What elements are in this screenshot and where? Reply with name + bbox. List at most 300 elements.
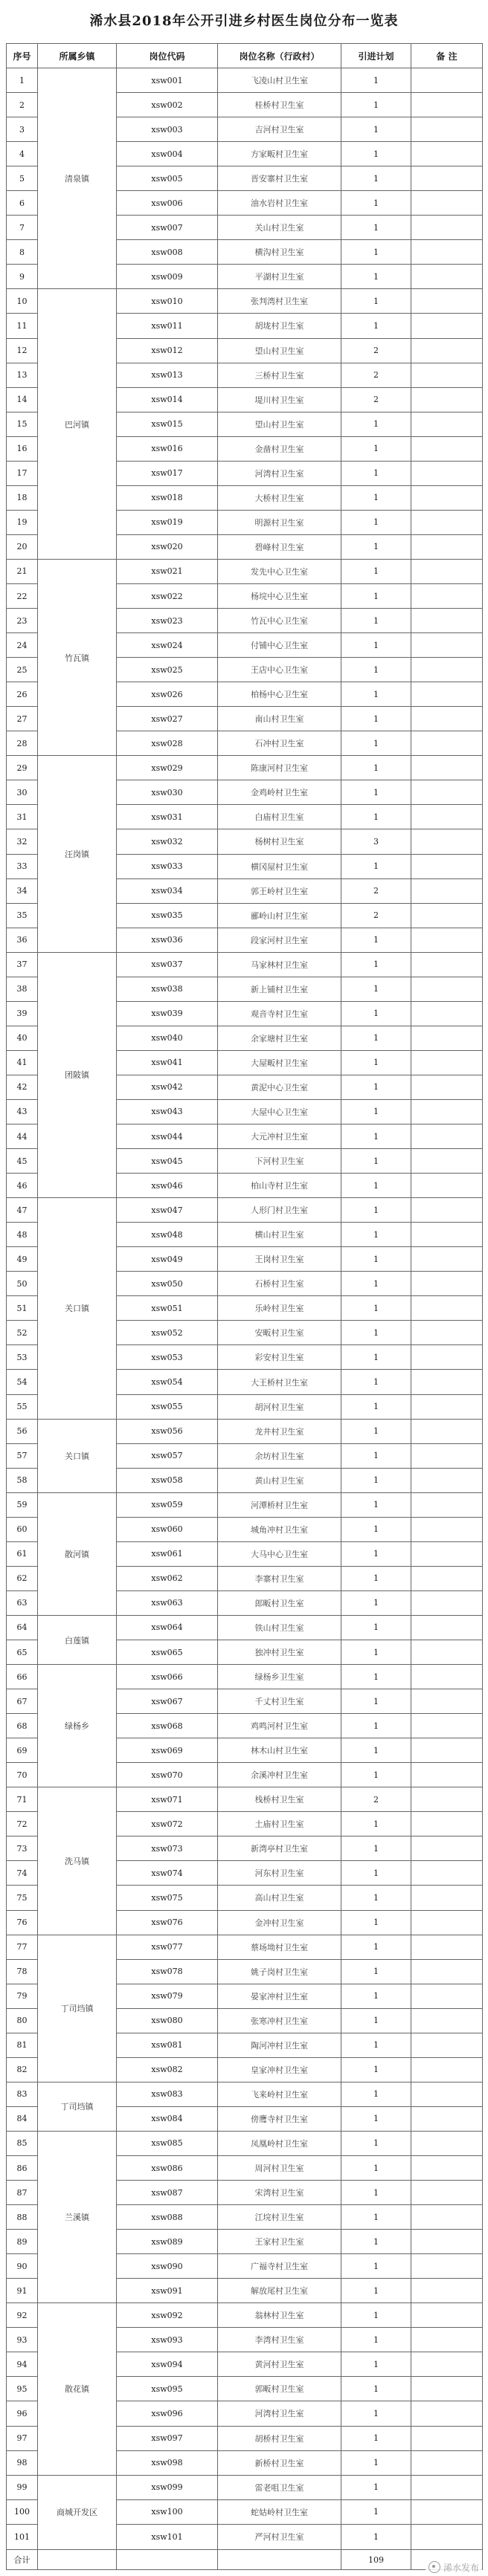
row-number: 95 bbox=[7, 2377, 38, 2401]
plan-count: 1 bbox=[341, 2033, 411, 2057]
note-cell bbox=[411, 1640, 483, 1665]
job-name: 余坊村卫生室 bbox=[218, 1443, 341, 1468]
job-code: xsw021 bbox=[117, 559, 218, 583]
wechat-icon bbox=[428, 2561, 440, 2573]
town-cell: 商城开发区 bbox=[38, 2475, 117, 2549]
job-name: 堤川村卫生室 bbox=[218, 387, 341, 412]
note-cell bbox=[411, 2499, 483, 2524]
total-plan: 109 bbox=[341, 2550, 411, 2570]
row-number: 14 bbox=[7, 387, 38, 412]
job-code: xsw043 bbox=[117, 1099, 218, 1124]
job-code: xsw090 bbox=[117, 2254, 218, 2279]
note-cell bbox=[411, 1075, 483, 1099]
row-number: 36 bbox=[7, 928, 38, 952]
row-number: 46 bbox=[7, 1174, 38, 1198]
note-cell bbox=[411, 1590, 483, 1615]
job-name: 王店中心卫生室 bbox=[218, 658, 341, 682]
plan-count: 1 bbox=[341, 2106, 411, 2131]
plan-count: 1 bbox=[341, 314, 411, 338]
plan-count: 1 bbox=[341, 1468, 411, 1492]
town-cell: 团陂镇 bbox=[38, 952, 117, 1197]
note-cell bbox=[411, 756, 483, 780]
row-number: 16 bbox=[7, 436, 38, 461]
note-cell bbox=[411, 1272, 483, 1296]
plan-count: 1 bbox=[341, 461, 411, 485]
plan-count: 1 bbox=[341, 2303, 411, 2328]
plan-count: 1 bbox=[341, 1419, 411, 1443]
table-row bbox=[7, 1492, 483, 1517]
job-name: 余溪冲村卫生室 bbox=[218, 1763, 341, 1787]
note-cell bbox=[411, 731, 483, 756]
job-name: 望山村卫生室 bbox=[218, 338, 341, 363]
job-name: 郭畈村卫生室 bbox=[218, 2377, 341, 2401]
plan-count: 1 bbox=[341, 93, 411, 117]
row-number: 3 bbox=[7, 117, 38, 142]
job-code: xsw077 bbox=[117, 1935, 218, 1959]
job-name: 三桥村卫生室 bbox=[218, 363, 341, 387]
table-row bbox=[7, 2475, 483, 2499]
row-number: 99 bbox=[7, 2475, 38, 2499]
row-number: 13 bbox=[7, 363, 38, 387]
job-name: 碧峰村卫生室 bbox=[218, 534, 341, 559]
job-code: xsw053 bbox=[117, 1345, 218, 1370]
town-cell: 清泉镇 bbox=[38, 68, 117, 289]
job-code: xsw095 bbox=[117, 2377, 218, 2401]
note-cell bbox=[411, 903, 483, 928]
plan-count: 1 bbox=[341, 436, 411, 461]
note-cell bbox=[411, 1149, 483, 1174]
job-code: xsw046 bbox=[117, 1174, 218, 1198]
job-code: xsw031 bbox=[117, 805, 218, 829]
plan-count: 1 bbox=[341, 583, 411, 608]
table-row bbox=[7, 2303, 483, 2328]
note-cell bbox=[411, 1174, 483, 1198]
job-name: 河东村卫生室 bbox=[218, 1861, 341, 1886]
job-name: 竹瓦中心卫生室 bbox=[218, 609, 341, 633]
town-cell: 散河镇 bbox=[38, 1492, 117, 1615]
job-name: 望山村卫生室 bbox=[218, 412, 341, 436]
note-cell bbox=[411, 142, 483, 166]
job-name: 凤凰岭村卫生室 bbox=[218, 2131, 341, 2155]
page-title: 浠水县2018年公开引进乡村医生岗位分布一览表 bbox=[89, 13, 399, 29]
note-cell bbox=[411, 93, 483, 117]
plan-count: 1 bbox=[341, 1590, 411, 1615]
job-code: xsw064 bbox=[117, 1615, 218, 1640]
row-number: 6 bbox=[7, 191, 38, 216]
job-code: xsw009 bbox=[117, 265, 218, 289]
job-code: xsw024 bbox=[117, 633, 218, 658]
job-code: xsw092 bbox=[117, 2303, 218, 2328]
town-cell: 兰溪镇 bbox=[38, 2131, 117, 2302]
plan-count: 1 bbox=[341, 2008, 411, 2033]
job-code: xsw047 bbox=[117, 1198, 218, 1223]
plan-count: 1 bbox=[341, 2475, 411, 2499]
row-number: 96 bbox=[7, 2401, 38, 2426]
job-name: 方家畈村卫生室 bbox=[218, 142, 341, 166]
job-code: xsw073 bbox=[117, 1836, 218, 1861]
job-code: xsw085 bbox=[117, 2131, 218, 2155]
job-name: 翁林村卫生室 bbox=[218, 2303, 341, 2328]
plan-count: 2 bbox=[341, 363, 411, 387]
job-code: xsw049 bbox=[117, 1247, 218, 1272]
plan-count: 1 bbox=[341, 1099, 411, 1124]
job-code: xsw065 bbox=[117, 1640, 218, 1665]
row-number: 84 bbox=[7, 2106, 38, 2131]
row-number: 64 bbox=[7, 1615, 38, 1640]
job-code: xsw040 bbox=[117, 1026, 218, 1050]
job-code: xsw026 bbox=[117, 682, 218, 707]
job-name: 横沟村卫生室 bbox=[218, 240, 341, 265]
row-number: 87 bbox=[7, 2181, 38, 2205]
note-cell bbox=[411, 1836, 483, 1861]
job-code: xsw012 bbox=[117, 338, 218, 363]
job-code: xsw044 bbox=[117, 1124, 218, 1149]
job-code: xsw060 bbox=[117, 1517, 218, 1541]
job-name: 黄山村卫生室 bbox=[218, 1468, 341, 1492]
note-cell bbox=[411, 2475, 483, 2499]
row-number: 66 bbox=[7, 1665, 38, 1689]
town-cell: 散花镇 bbox=[38, 2303, 117, 2475]
job-name: 李寨村卫生室 bbox=[218, 1566, 341, 1590]
note-cell bbox=[411, 1492, 483, 1517]
plan-count: 1 bbox=[341, 977, 411, 1001]
note-cell bbox=[411, 436, 483, 461]
table-row bbox=[7, 559, 483, 583]
plan-count: 1 bbox=[341, 2450, 411, 2475]
job-name: 解放尾村卫生室 bbox=[218, 2279, 341, 2303]
row-number: 9 bbox=[7, 265, 38, 289]
job-name: 付铺中心卫生室 bbox=[218, 633, 341, 658]
job-name: 河湾村卫生室 bbox=[218, 461, 341, 485]
note-cell bbox=[411, 854, 483, 878]
plan-count: 1 bbox=[341, 2155, 411, 2180]
note-cell bbox=[411, 387, 483, 412]
job-name: 大屋畈村卫生室 bbox=[218, 1050, 341, 1075]
row-number: 2 bbox=[7, 93, 38, 117]
plan-count: 1 bbox=[341, 412, 411, 436]
row-number: 1 bbox=[7, 68, 38, 93]
header-code: 岗位代码 bbox=[117, 44, 218, 68]
job-name: 张寒冲村卫生室 bbox=[218, 2008, 341, 2033]
plan-count: 1 bbox=[341, 191, 411, 216]
job-name: 高山村卫生室 bbox=[218, 1886, 341, 1910]
job-name: 河湾村卫生室 bbox=[218, 2401, 341, 2426]
job-code: xsw096 bbox=[117, 2401, 218, 2426]
plan-count: 1 bbox=[341, 2499, 411, 2524]
note-cell bbox=[411, 1443, 483, 1468]
job-name: 横山村卫生室 bbox=[218, 1223, 341, 1247]
total-empty-name bbox=[218, 2550, 341, 2570]
plan-count: 1 bbox=[341, 1615, 411, 1640]
row-number: 91 bbox=[7, 2279, 38, 2303]
row-number: 98 bbox=[7, 2450, 38, 2475]
job-code: xsw062 bbox=[117, 1566, 218, 1590]
row-number: 67 bbox=[7, 1689, 38, 1714]
row-number: 100 bbox=[7, 2499, 38, 2524]
job-name: 蛇姑岭村卫生室 bbox=[218, 2499, 341, 2524]
job-code: xsw007 bbox=[117, 216, 218, 240]
job-name: 王家村卫生室 bbox=[218, 2230, 341, 2254]
row-number: 5 bbox=[7, 166, 38, 191]
job-name: 雷老咀卫生室 bbox=[218, 2475, 341, 2499]
job-name: 安畈村卫生室 bbox=[218, 1321, 341, 1345]
job-code: xsw074 bbox=[117, 1861, 218, 1886]
plan-count: 1 bbox=[341, 2377, 411, 2401]
plan-count: 1 bbox=[341, 1689, 411, 1714]
row-number: 48 bbox=[7, 1223, 38, 1247]
job-name: 杨树村卫生室 bbox=[218, 829, 341, 854]
note-cell bbox=[411, 240, 483, 265]
job-code: xsw002 bbox=[117, 93, 218, 117]
job-code: xsw069 bbox=[117, 1738, 218, 1763]
job-name: 独冲村卫生室 bbox=[218, 1640, 341, 1665]
job-code: xsw100 bbox=[117, 2499, 218, 2524]
job-name: 油水岩村卫生室 bbox=[218, 191, 341, 216]
job-code: xsw029 bbox=[117, 756, 218, 780]
job-name: 大王桥村卫生室 bbox=[218, 1370, 341, 1394]
job-code: xsw072 bbox=[117, 1812, 218, 1836]
note-cell bbox=[411, 1787, 483, 1812]
job-name: 广福寺村卫生室 bbox=[218, 2254, 341, 2279]
row-number: 44 bbox=[7, 1124, 38, 1149]
row-number: 70 bbox=[7, 1763, 38, 1787]
total-row bbox=[7, 2550, 483, 2570]
note-cell bbox=[411, 2205, 483, 2230]
job-code: xsw048 bbox=[117, 1223, 218, 1247]
row-number: 74 bbox=[7, 1861, 38, 1886]
note-cell bbox=[411, 609, 483, 633]
note-cell bbox=[411, 1050, 483, 1075]
row-number: 57 bbox=[7, 1443, 38, 1468]
note-cell bbox=[411, 289, 483, 314]
note-cell bbox=[411, 1394, 483, 1419]
row-number: 73 bbox=[7, 1836, 38, 1861]
job-name: 彩安村卫生室 bbox=[218, 1345, 341, 1370]
row-number: 92 bbox=[7, 2303, 38, 2328]
job-code: xsw037 bbox=[117, 952, 218, 977]
job-name: 黄泥中心卫生室 bbox=[218, 1075, 341, 1099]
job-name: 胡桥村卫生室 bbox=[218, 2426, 341, 2450]
plan-count: 3 bbox=[341, 829, 411, 854]
job-name: 观音寺村卫生室 bbox=[218, 1001, 341, 1026]
note-cell bbox=[411, 878, 483, 903]
note-cell bbox=[411, 805, 483, 829]
job-name: 明源村卫生室 bbox=[218, 510, 341, 534]
note-cell bbox=[411, 265, 483, 289]
plan-count: 1 bbox=[341, 2230, 411, 2254]
job-name: 柏山寺村卫生室 bbox=[218, 1174, 341, 1198]
town-cell: 绿杨乡 bbox=[38, 1665, 117, 1787]
job-name: 姚子岗村卫生室 bbox=[218, 1959, 341, 1984]
note-cell bbox=[411, 216, 483, 240]
job-code: xsw075 bbox=[117, 1886, 218, 1910]
plan-count: 1 bbox=[341, 2524, 411, 2549]
plan-count: 1 bbox=[341, 166, 411, 191]
job-code: xsw034 bbox=[117, 878, 218, 903]
note-cell bbox=[411, 314, 483, 338]
job-code: xsw005 bbox=[117, 166, 218, 191]
row-number: 24 bbox=[7, 633, 38, 658]
plan-count: 1 bbox=[341, 485, 411, 510]
row-number: 32 bbox=[7, 829, 38, 854]
plan-count: 1 bbox=[341, 1836, 411, 1861]
table-body bbox=[7, 68, 483, 2550]
job-code: xsw052 bbox=[117, 1321, 218, 1345]
job-code: xsw066 bbox=[117, 1665, 218, 1689]
job-name: 横冈屋村卫生室 bbox=[218, 854, 341, 878]
plan-count: 1 bbox=[341, 216, 411, 240]
job-code: xsw045 bbox=[117, 1149, 218, 1174]
plan-count: 1 bbox=[341, 707, 411, 731]
plan-count: 1 bbox=[341, 2082, 411, 2106]
row-number: 33 bbox=[7, 854, 38, 878]
note-cell bbox=[411, 1001, 483, 1026]
plan-count: 1 bbox=[341, 731, 411, 756]
row-number: 77 bbox=[7, 1935, 38, 1959]
row-number: 29 bbox=[7, 756, 38, 780]
plan-count: 1 bbox=[341, 289, 411, 314]
note-cell bbox=[411, 1959, 483, 1984]
table-header-row bbox=[7, 44, 483, 68]
note-cell bbox=[411, 117, 483, 142]
watermark-text: 浠水发布 bbox=[443, 2562, 479, 2573]
job-name: 大屋中心卫生室 bbox=[218, 1099, 341, 1124]
plan-count: 1 bbox=[341, 2057, 411, 2082]
note-cell bbox=[411, 2131, 483, 2155]
note-cell bbox=[411, 2254, 483, 2279]
plan-count: 1 bbox=[341, 1050, 411, 1075]
watermark bbox=[426, 2560, 482, 2575]
plan-count: 1 bbox=[341, 1296, 411, 1321]
note-cell bbox=[411, 682, 483, 707]
note-cell bbox=[411, 1419, 483, 1443]
job-code: xsw056 bbox=[117, 1419, 218, 1443]
plan-count: 1 bbox=[341, 2254, 411, 2279]
note-cell bbox=[411, 1984, 483, 2008]
job-name: 林木山村卫生室 bbox=[218, 1738, 341, 1763]
row-number: 49 bbox=[7, 1247, 38, 1272]
town-cell: 竹瓦镇 bbox=[38, 559, 117, 755]
row-number: 21 bbox=[7, 559, 38, 583]
town-cell: 汪岗镇 bbox=[38, 756, 117, 952]
job-code: xsw015 bbox=[117, 412, 218, 436]
job-code: xsw083 bbox=[117, 2082, 218, 2106]
job-name: 下河村卫生室 bbox=[218, 1149, 341, 1174]
job-name: 铁山村卫生室 bbox=[218, 1615, 341, 1640]
job-name: 张判湾村卫生室 bbox=[218, 289, 341, 314]
note-cell bbox=[411, 1099, 483, 1124]
plan-count: 1 bbox=[341, 1492, 411, 1517]
job-code: xsw094 bbox=[117, 2352, 218, 2377]
table-row bbox=[7, 756, 483, 780]
job-code: xsw020 bbox=[117, 534, 218, 559]
row-number: 42 bbox=[7, 1075, 38, 1099]
job-name: 段家河村卫生室 bbox=[218, 928, 341, 952]
job-code: xsw039 bbox=[117, 1001, 218, 1026]
note-cell bbox=[411, 2033, 483, 2057]
job-code: xsw014 bbox=[117, 387, 218, 412]
note-cell bbox=[411, 780, 483, 805]
note-cell bbox=[411, 2426, 483, 2450]
header-no: 序号 bbox=[7, 44, 38, 68]
note-cell bbox=[411, 2303, 483, 2328]
note-cell bbox=[411, 1296, 483, 1321]
job-code: xsw003 bbox=[117, 117, 218, 142]
plan-count: 1 bbox=[341, 534, 411, 559]
town-cell: 洗马镇 bbox=[38, 1787, 117, 1935]
job-code: xsw004 bbox=[117, 142, 218, 166]
note-cell bbox=[411, 977, 483, 1001]
job-name: 新桥村卫生室 bbox=[218, 2450, 341, 2475]
row-number: 79 bbox=[7, 1984, 38, 2008]
job-code: xsw050 bbox=[117, 1272, 218, 1296]
note-cell bbox=[411, 1689, 483, 1714]
job-name: 新上铺村卫生室 bbox=[218, 977, 341, 1001]
job-name: 白庙村卫生室 bbox=[218, 805, 341, 829]
note-cell bbox=[411, 1124, 483, 1149]
row-number: 83 bbox=[7, 2082, 38, 2106]
job-name: 严河村卫生室 bbox=[218, 2524, 341, 2549]
job-name: 周河村卫生室 bbox=[218, 2155, 341, 2180]
note-cell bbox=[411, 1665, 483, 1689]
row-number: 90 bbox=[7, 2254, 38, 2279]
job-code: xsw063 bbox=[117, 1590, 218, 1615]
plan-count: 1 bbox=[341, 1640, 411, 1665]
plan-count: 1 bbox=[341, 658, 411, 682]
plan-count: 1 bbox=[341, 1665, 411, 1689]
job-name: 飞凌山村卫生室 bbox=[218, 68, 341, 93]
plan-count: 1 bbox=[341, 756, 411, 780]
job-code: xsw041 bbox=[117, 1050, 218, 1075]
note-cell bbox=[411, 2328, 483, 2352]
job-name: 龙井村卫生室 bbox=[218, 1419, 341, 1443]
job-name: 吉河村卫生室 bbox=[218, 117, 341, 142]
job-name: 余家塘村卫生室 bbox=[218, 1026, 341, 1050]
row-number: 65 bbox=[7, 1640, 38, 1665]
note-cell bbox=[411, 1370, 483, 1394]
job-code: xsw059 bbox=[117, 1492, 218, 1517]
note-cell bbox=[411, 1615, 483, 1640]
job-name: 人形门村卫生室 bbox=[218, 1198, 341, 1223]
job-code: xsw028 bbox=[117, 731, 218, 756]
plan-count: 1 bbox=[341, 117, 411, 142]
table-row bbox=[7, 1787, 483, 1812]
note-cell bbox=[411, 1541, 483, 1566]
job-code: xsw042 bbox=[117, 1075, 218, 1099]
plan-count: 1 bbox=[341, 805, 411, 829]
job-code: xsw086 bbox=[117, 2155, 218, 2180]
job-name: 胡垅村卫生室 bbox=[218, 314, 341, 338]
job-code: xsw054 bbox=[117, 1370, 218, 1394]
row-number: 38 bbox=[7, 977, 38, 1001]
note-cell bbox=[411, 1886, 483, 1910]
plan-count: 1 bbox=[341, 1198, 411, 1223]
note-cell bbox=[411, 2082, 483, 2106]
note-cell bbox=[411, 1517, 483, 1541]
plan-count: 1 bbox=[341, 1001, 411, 1026]
table-row bbox=[7, 289, 483, 314]
note-cell bbox=[411, 166, 483, 191]
row-number: 41 bbox=[7, 1050, 38, 1075]
job-code: xsw027 bbox=[117, 707, 218, 731]
job-code: xsw038 bbox=[117, 977, 218, 1001]
job-code: xsw036 bbox=[117, 928, 218, 952]
job-name: 郭王岭村卫生室 bbox=[218, 878, 341, 903]
plan-count: 1 bbox=[341, 142, 411, 166]
note-cell bbox=[411, 363, 483, 387]
note-cell bbox=[411, 412, 483, 436]
job-name: 石桥村卫生室 bbox=[218, 1272, 341, 1296]
